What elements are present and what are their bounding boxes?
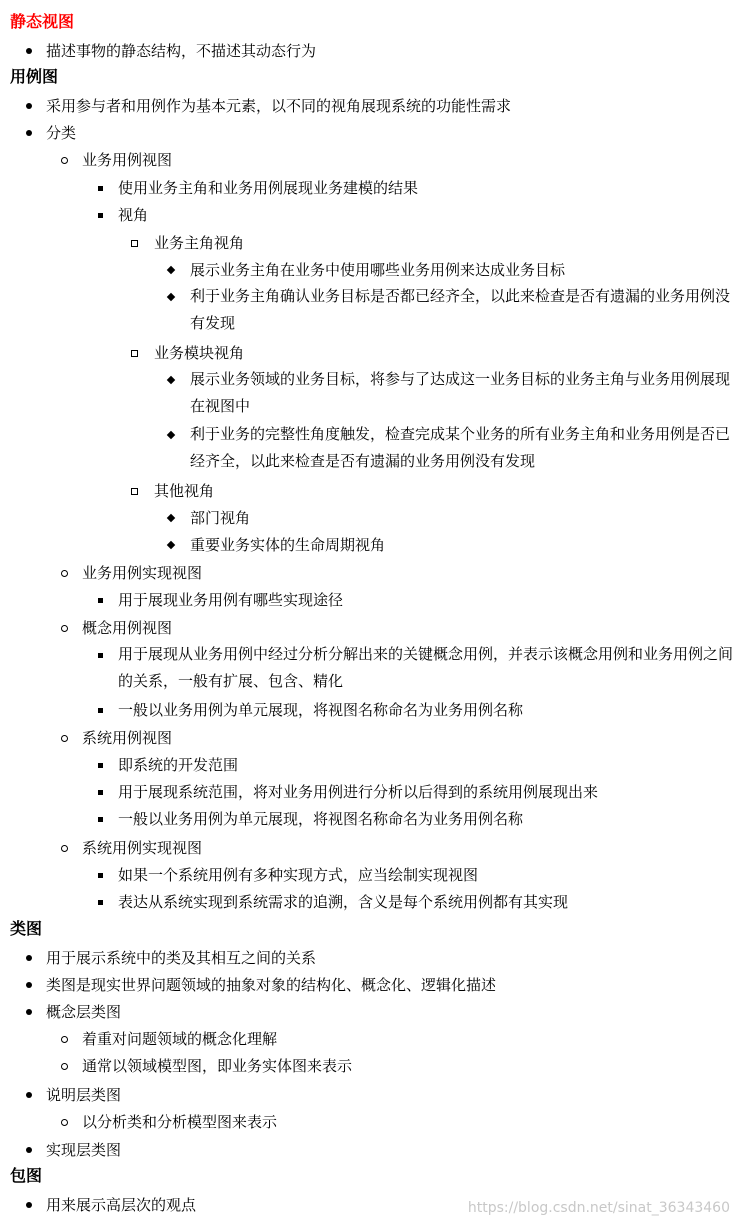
list-item: 用于展现业务用例有哪些实现途径 [118, 591, 344, 609]
list-item: 用来展示高层次的观点 [46, 1196, 197, 1214]
bullet-open-square [131, 350, 138, 357]
list-item: 实现层类图 [46, 1141, 122, 1159]
list-item: 一般以业务用例为单元展现，将视图名称命名为业务用例名称 [118, 810, 524, 828]
list-item: 系统用例实现视图 [82, 839, 203, 857]
list-item: 视角 [118, 206, 149, 224]
list-item: 部门视角 [190, 509, 251, 527]
bullet-circle [61, 625, 68, 632]
list-item: 概念层类图 [46, 1003, 122, 1021]
bullet-disc [26, 103, 32, 109]
bullet-disc [26, 1202, 32, 1208]
list-item: 概念用例视图 [82, 619, 173, 637]
list-item: 其他视角 [154, 482, 215, 500]
bullet-diamond [167, 514, 175, 522]
list-item: 业务模块视角 [154, 344, 245, 362]
bullet-diamond [167, 541, 175, 549]
list-item: 通常以领域模型图，即业务实体图来表示 [82, 1057, 353, 1075]
bullet-disc [26, 955, 32, 961]
bullet-circle [61, 1036, 68, 1043]
bullet-diamond [167, 293, 175, 301]
bullet-circle [61, 1063, 68, 1070]
bullet-square [98, 708, 103, 713]
list-item: 利于业务的完整性角度触发，检查完成某个业务的所有业务主角和业务用例是否已经齐全，以此来检查是否有遗漏的业务用例没有发现 [190, 425, 731, 470]
list-item: 业务主角视角 [154, 234, 245, 252]
list-item: 业务用例实现视图 [82, 564, 203, 582]
bullet-diamond [167, 266, 175, 274]
list-item: 用于展现从业务用例中经过分析分解出来的关键概念用例，并表示该概念用例和业务用例之间的关系，一般有扩展、包含、精化 [118, 645, 734, 690]
bullet-disc [26, 1092, 32, 1098]
bullet-square [98, 653, 103, 658]
bullet-disc [26, 1009, 32, 1015]
bullet-disc [26, 982, 32, 988]
bullet-circle [61, 845, 68, 852]
list-item: 利于业务主角确认业务目标是否都已经齐全，以此来检查是否有遗漏的业务用例没有发现 [190, 287, 731, 332]
bullet-square [98, 900, 103, 905]
heading-package-diagram: 包图 [10, 1166, 43, 1185]
list-item: 展示业务领域的业务目标，将参与了达成这一业务目标的业务主角与业务用例展现在视图中 [190, 370, 731, 415]
bullet-square [98, 598, 103, 603]
list-item: 着重对问题领域的概念化理解 [82, 1030, 278, 1048]
list-item: 使用业务主角和业务用例展现业务建模的结果 [118, 179, 419, 197]
bullet-open-square [131, 240, 138, 247]
list-item: 即系统的开发范围 [118, 756, 239, 774]
bullet-open-square [131, 488, 138, 495]
list-item: 如果一个系统用例有多种实现方式，应当绘制实现视图 [118, 866, 479, 884]
list-item: 描述事物的静态结构，不描述其动态行为 [46, 42, 317, 60]
list-item: 以分析类和分析模型图来表示 [82, 1113, 278, 1131]
bullet-square [98, 763, 103, 768]
list-item: 重要业务实体的生命周期视角 [190, 536, 386, 554]
list-item: 分类 [46, 124, 77, 142]
bullet-square [98, 213, 103, 218]
bullet-diamond [167, 376, 175, 384]
list-item: 采用参与者和用例作为基本元素，以不同的视角展现系统的功能性需求 [46, 97, 512, 115]
bullet-square [98, 817, 103, 822]
bullet-diamond [167, 431, 175, 439]
bullet-disc [26, 48, 32, 54]
bullet-square [98, 790, 103, 795]
list-item: 类图是现实世界问题领域的抽象对象的结构化、概念化、逻辑化描述 [46, 976, 497, 994]
list-item: 一般以业务用例为单元展现，将视图名称命名为业务用例名称 [118, 701, 524, 719]
heading-usecase: 用例图 [10, 67, 59, 86]
list-item: 业务用例视图 [82, 151, 173, 169]
watermark-text: https://blog.csdn.net/sinat_36343460 [467, 1200, 730, 1216]
bullet-circle [61, 570, 68, 577]
bullet-circle [61, 1119, 68, 1126]
bullet-square [98, 186, 103, 191]
list-item: 用于展示系统中的类及其相互之间的关系 [46, 949, 317, 967]
bullet-circle [61, 735, 68, 742]
bullet-disc [26, 1147, 32, 1153]
heading-static-view: 静态视图 [10, 12, 75, 31]
list-item: 系统用例视图 [82, 729, 173, 747]
bullet-square [98, 873, 103, 878]
bullet-disc [26, 130, 32, 136]
list-item: 表达从系统实现到系统需求的追溯，含义是每个系统用例都有其实现 [118, 893, 569, 911]
heading-class-diagram: 类图 [10, 919, 43, 938]
list-item: 用于展现系统范围，将对业务用例进行分析以后得到的系统用例展现出来 [118, 783, 599, 801]
list-item: 说明层类图 [46, 1086, 122, 1104]
bullet-circle [61, 157, 68, 164]
list-item: 展示业务主角在业务中使用哪些业务用例来达成业务目标 [190, 261, 566, 279]
